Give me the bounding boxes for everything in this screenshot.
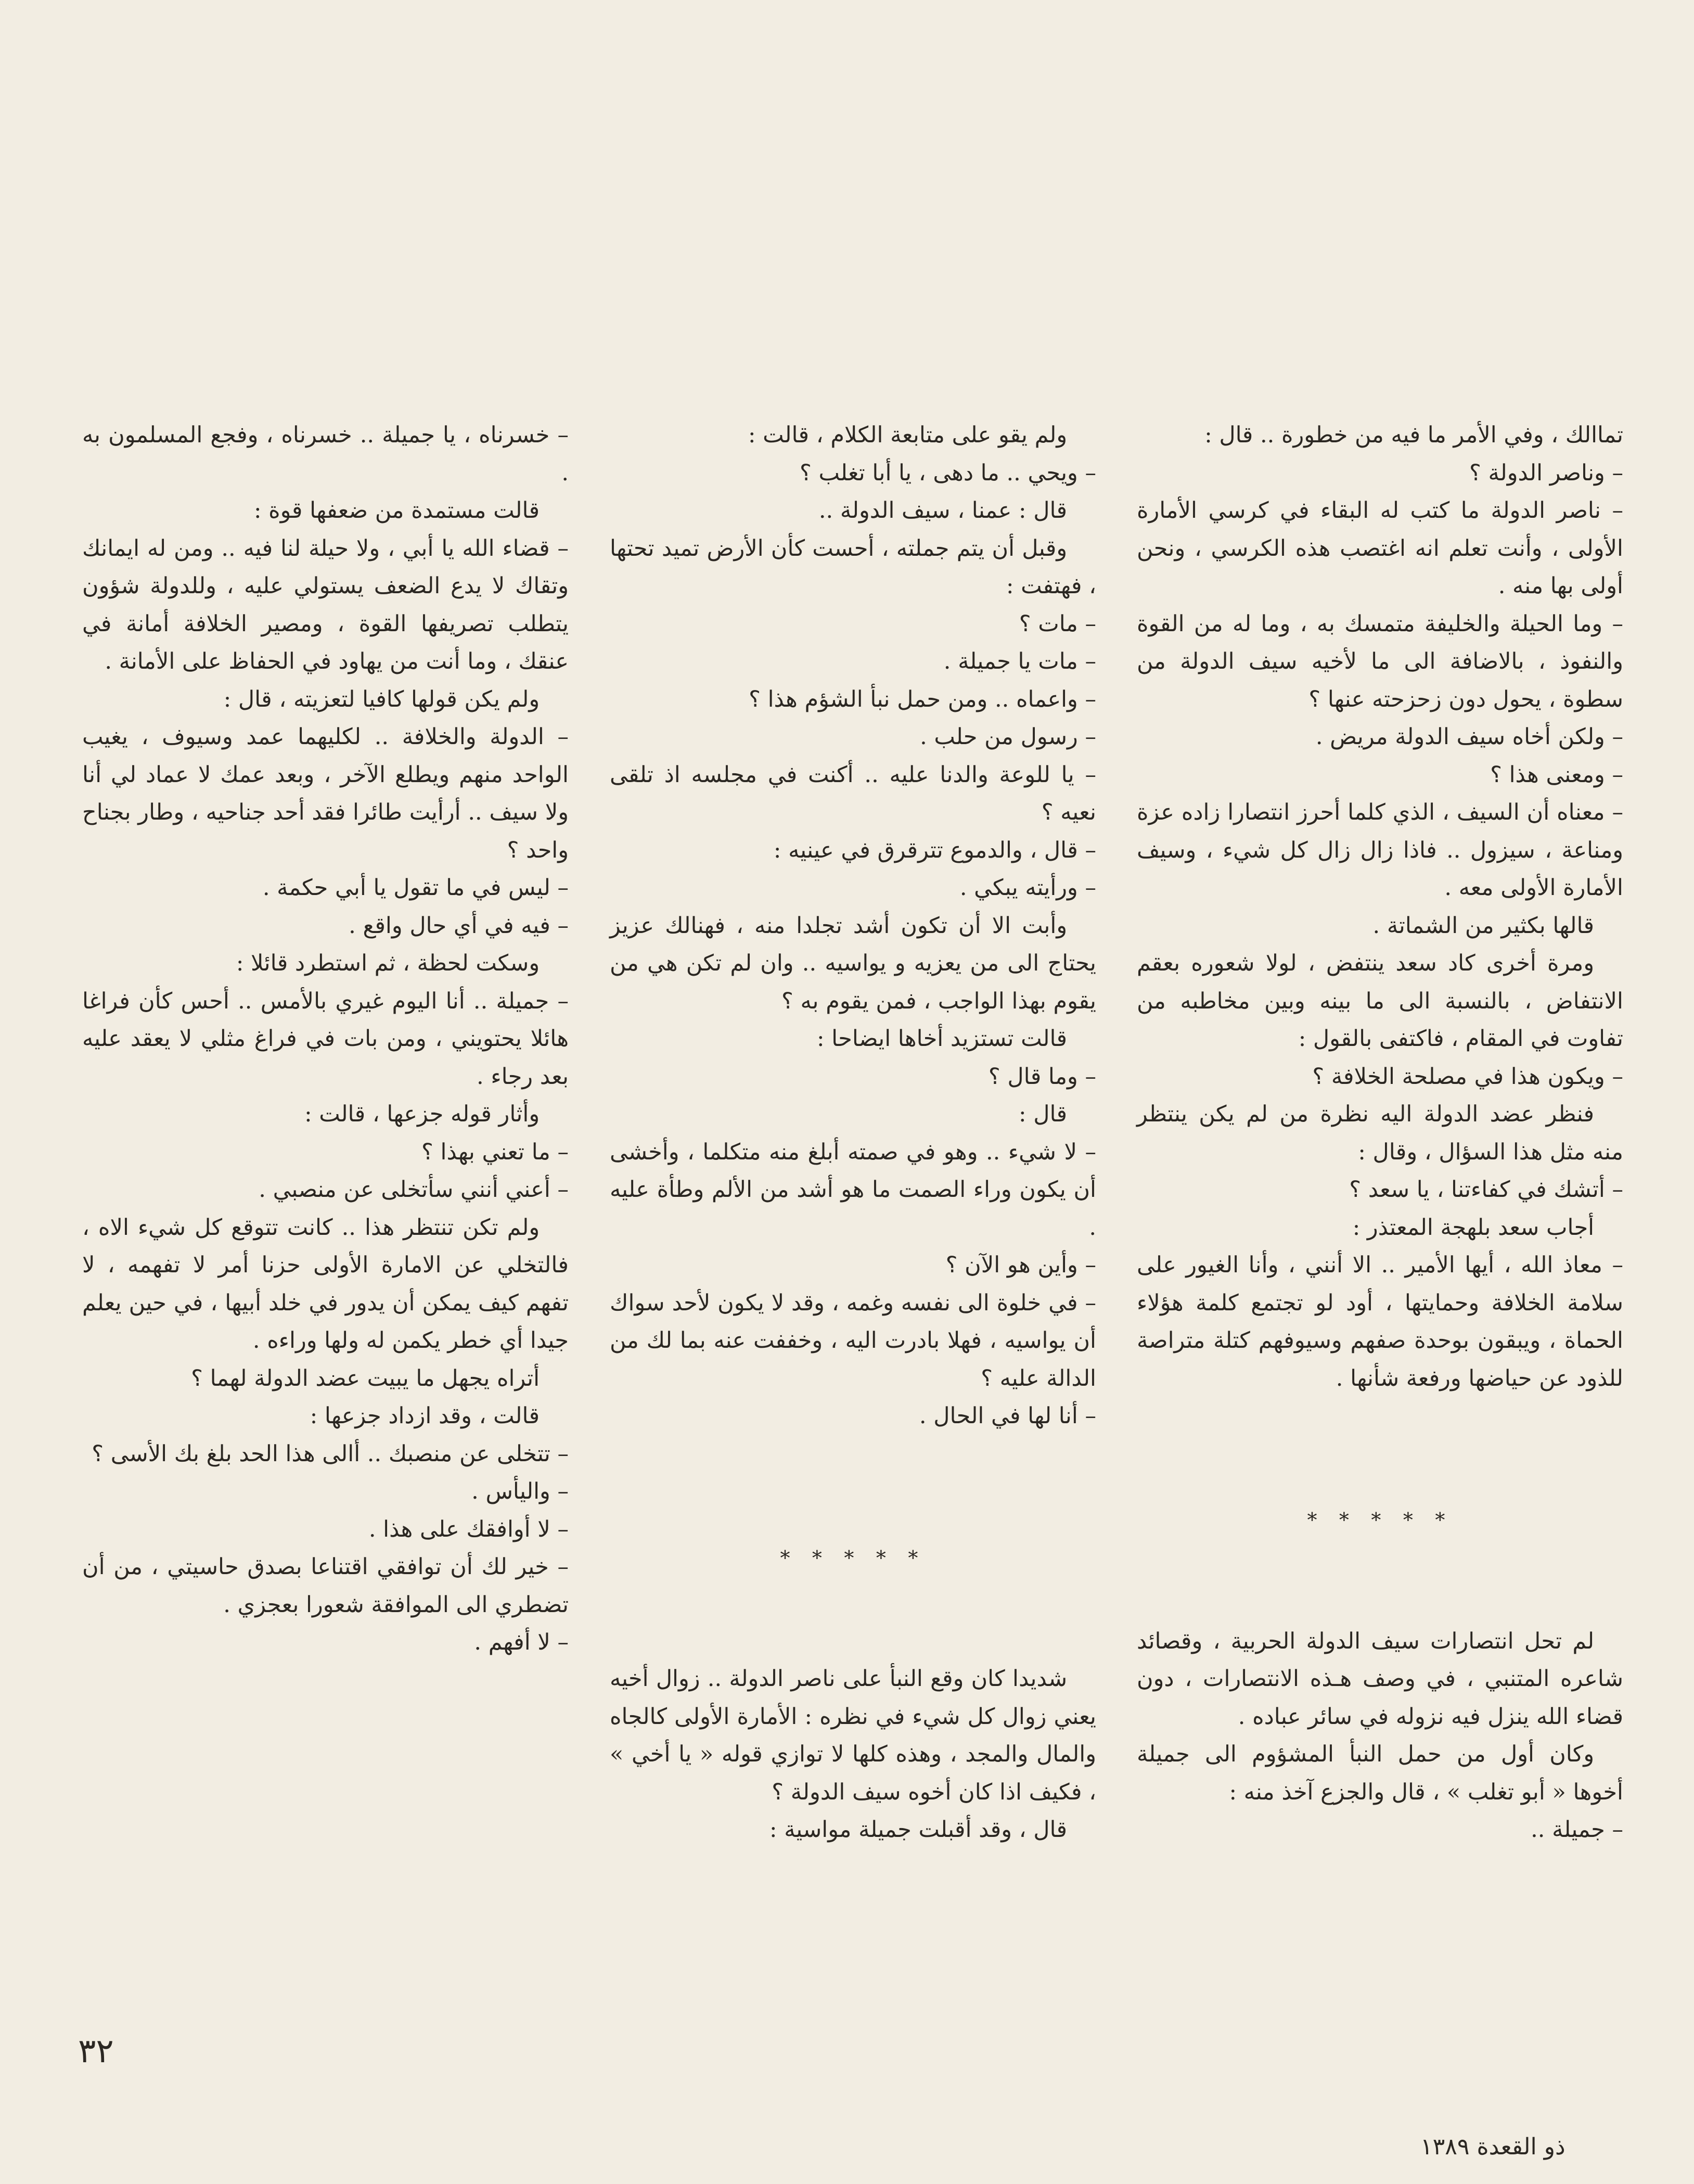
page-number: ٣٢ [78, 2032, 114, 2071]
paragraph: لم تحل انتصارات سيف الدولة الحربية ، وقصائد شاعره المتنبي ، في وصف هـذه الانتصارات ، دون قضاء الله ينزل فيه نزوله في سائر عباده . [1137, 1628, 1623, 1730]
paragraph: – ومعنى هذا ؟ [1490, 761, 1623, 788]
paragraph: – قضاء الله يا أبي ، ولا حيلة لنا فيه .. ومن له ايمانك وتقاك لا يدع الضعف يستولي عليه ، وللدولة شؤون يتطلب تصريفها القوة ، ومصير الخلافة أمانة في عنقك ، وما أنت من يهاود في الحفاظ على الأمانة . [82, 535, 569, 674]
paragraph: ولم يقو على متابعة الكلام ، قالت : [748, 422, 1068, 448]
paragraph: قالت ، وقد ازداد جزعها : [310, 1403, 540, 1429]
paragraph: – وما قال ؟ [988, 1063, 1096, 1090]
paragraph: أجاب سعد بلهجة المعتذر : [1352, 1214, 1595, 1241]
paragraph: قال ، وقد أقبلت جميلة مواسية : [769, 1817, 1068, 1843]
paragraph: – أعني أنني سأتخلى عن منصبي . [259, 1177, 569, 1203]
paragraph: – أتشك في كفاءتنا ، يا سعد ؟ [1349, 1177, 1623, 1203]
paragraph: – قال ، والدموع تترقرق في عينيه : [773, 837, 1096, 863]
paragraph: – جميلة .. [1531, 1817, 1623, 1843]
paragraph: – مات ؟ [1019, 610, 1096, 637]
paragraph: قال : [1019, 1101, 1068, 1127]
paragraph: – رسول من حلب . [920, 724, 1096, 750]
paragraph: فنظر عضد الدولة اليه نظرة من لم يكن ينتظر منه مثل هذا السؤال ، وقال : [1137, 1101, 1623, 1165]
paragraph: – مات يا جميلة . [943, 648, 1096, 674]
section-separator: * * * * * [1307, 1509, 1453, 1531]
paragraph: ولم تكن تنتظر هذا .. كانت تتوقع كل شيء الاه ، فالتخلي عن الامارة الأولى حزنا أمر لا تفهمه ، لا تفهم كيف يمكن أن يدور في خلد أبيها ، في حين يعلم جيدا أي خطر يكمن له ولها وراءه . [82, 1214, 569, 1353]
text-column-right [1137, 416, 1623, 1849]
paragraph: – خير لك أن توافقي اقتناعا بصدق حاسيتي ، من أن تضطري الى الموافقة شعورا بعجزي . [82, 1554, 569, 1618]
paragraph: أتراه يجهل ما يبيت عضد الدولة لهما ؟ [191, 1365, 540, 1391]
paragraph: – وناصر الدولة ؟ [1469, 459, 1623, 486]
paragraph: – ليس في ما تقول يا أبي حكمة . [262, 875, 569, 901]
paragraph: – خسرناه ، يا جميلة .. خسرناه ، وفجع المسلمون به . [82, 422, 569, 486]
paragraph: وسكت لحظة ، ثم استطرد قائلا : [236, 950, 540, 976]
paragraph: – ويكون هذا في مصلحة الخلافة ؟ [1312, 1063, 1623, 1090]
paragraph: – ويحي .. ما دهى ، يا أبا تغلب ؟ [800, 459, 1096, 486]
paragraph: وأبت الا أن تكون أشد تجلدا منه ، فهنالك عزيز يحتاج الى من يعزيه و يواسيه .. وان لم تكن هي من يقوم بهذا الواجب ، فمن يقوم به ؟ [610, 912, 1096, 1014]
text-column-middle [610, 416, 1096, 1849]
paragraph: وقبل أن يتم جملته ، أحست كأن الأرض تميد تحتها ، فهتفت : [610, 535, 1096, 599]
paragraph: – لا شيء .. وهو في صمته أبلغ منه متكلما ، وأخشى أن يكون وراء الصمت ما هو أشد من الألم وطأة عليه . [610, 1139, 1096, 1241]
paragraph: – لا أوافقك على هذا . [368, 1516, 569, 1542]
paragraph: – جميلة .. أنا اليوم غيري بالأمس .. أحس كأن فراغا هائلا يحتويني ، ومن بات في فراغ مثلي لا يعقد عليه بعد رجاء . [82, 988, 569, 1090]
paragraph: – لا أفهم . [474, 1629, 569, 1655]
paragraph: ولم يكن قولها كافيا لتعزيته ، قال : [223, 686, 540, 712]
paragraph: – الدولة والخلافة .. لكليهما عمد وسيوف ، يغيب الواحد منهم ويطلع الآخر ، وبعد عمك لا عماد لي أنا ولا سيف .. أرأيت طائرا فقد أحد جناحيه ، وطار بجناح واحد ؟ [82, 724, 569, 863]
paragraph: – واليأس . [471, 1478, 569, 1504]
paragraph: قالت مستمدة من ضعفها قوة : [253, 497, 540, 523]
paragraph: – ولكن أخاه سيف الدولة مريض . [1315, 724, 1623, 750]
paragraph: – وما الحيلة والخليفة متمسك به ، وما له من القوة والنفوذ ، بالاضافة الى ما لأخيه سيف الدولة من سطوة ، يحول دون زحزحته عنها ؟ [1137, 610, 1623, 712]
paragraph: – تتخلى عن منصبك .. أالى هذا الحد بلغ بك الأسى ؟ [92, 1440, 569, 1467]
paragraph: وأثار قوله جزعها ، قالت : [304, 1101, 540, 1127]
paragraph: تماالك ، وفي الأمر ما فيه من خطورة .. قال : [1204, 422, 1623, 448]
paragraph: – يا للوعة والدنا عليه .. أكنت في مجلسه اذ تلقى نعيه ؟ [610, 761, 1096, 825]
paragraph: – معاذ الله ، أيها الأمير .. الا أنني ، وأنا الغيور على سلامة الخلافة وحمايتها ، أود لو تجتمع كلمة هؤلاء الحماة ، ويبقون بوحدة صفهم وسيوفهم كتلة متراصة للذود عن حياضها ورفعة شأنها . [1137, 1252, 1623, 1391]
paragraph: – ما تعني بهذا ؟ [421, 1139, 569, 1165]
paragraph: – أنا لها في الحال . [919, 1403, 1096, 1429]
paragraph: – ورأيته يبكي . [959, 875, 1096, 901]
paragraph: قالت تستزيد أخاها ايضاحا : [817, 1026, 1068, 1052]
paragraph: – في خلوة الى نفسه وغمه ، وقد لا يكون لأحد سواك أن يواسيه ، فهلا بادرت اليه ، وخففت عنه بما لك من الدالة عليه ؟ [610, 1289, 1096, 1391]
paragraph: – ناصر الدولة ما كتب له البقاء في كرسي الأمارة الأولى ، وأنت تعلم انه اغتصب هذه الكرسي ، ونحن أولى بها منه . [1137, 497, 1623, 599]
paragraph: قالها بكثير من الشماتة . [1372, 912, 1595, 939]
paragraph: – فيه في أي حال واقع . [349, 912, 569, 939]
text-column-left [82, 416, 569, 1662]
paragraph: وكان أول من حمل النبأ المشؤوم الى جميلة أخوها « أبو تغلب » ، قال والجزع آخذ منه : [1137, 1741, 1623, 1805]
paragraph: – معناه أن السيف ، الذي كلما أحرز انتصارا زاده عزة ومناعة ، سيزول .. فاذا زال زال كل شيء ، وسيف الأمارة الأولى معه . [1137, 799, 1623, 901]
paragraph: ومرة أخرى كاد سعد ينتفض ، لولا شعوره بعقم الانتفاض ، بالنسبة الى ما بينه وبين مخاطبه من تفاوت في المقام ، فاكتفى بالقول : [1137, 950, 1623, 1052]
issue-date: ذو القعدة ١٣٨٩ [1420, 2134, 1565, 2160]
section-separator: * * * * * [780, 1546, 926, 1569]
paragraph: شديدا كان وقع النبأ على ناصر الدولة .. زوال أخيه يعني زوال كل شيء في نظره : الأمارة الأولى كالجاه والمال والمجد ، وهذه كلها لا توازي قوله « يا أخي » ، فكيف اذا كان أخوه سيف الدولة ؟ [610, 1666, 1096, 1805]
paragraph: – واعماه .. ومن حمل نبأ الشؤم هذا ؟ [749, 686, 1096, 712]
paragraph: – وأين هو الآن ؟ [945, 1252, 1096, 1278]
paragraph: قال : عمنا ، سيف الدولة .. [818, 497, 1068, 523]
